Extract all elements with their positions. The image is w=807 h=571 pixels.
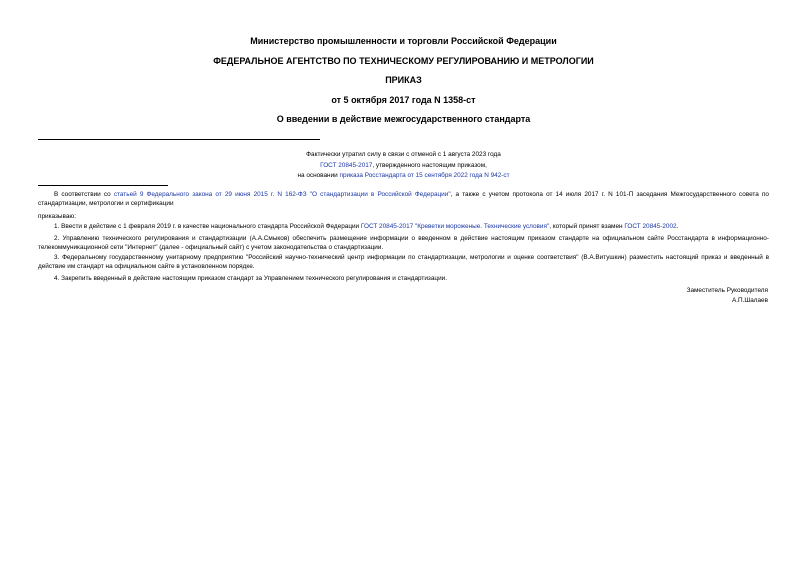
- status-note-line-3: [0, 172, 807, 180]
- note-divider: [38, 185, 168, 186]
- signature-title: Заместитель Руководителя: [686, 287, 768, 294]
- order-item-3: 3. Федеральному государственному унитарному предприятию "Российский научно-технический центр информации по стандартизации, метрологии и оценке соответствия" (В.А.Витушкин) разместить настоящий приказ и введенный в действие им стандарт на официальном сайте в установленном порядке.: [38, 254, 769, 270]
- intro-paragraph: [38, 190, 769, 208]
- gost-20845-2017-title-link[interactable]: ГОСТ 20845-2017 "Креветки мороженые. Технические условия": [360, 223, 550, 230]
- gost-20845-2002-link[interactable]: ГОСТ 20845-2002: [624, 223, 677, 230]
- status-note-text: , утвержденного настоящим приказом,: [372, 162, 487, 169]
- gost-20845-2017-link[interactable]: ГОСТ 20845-2017: [320, 162, 373, 169]
- ministry-name: Министерство промышленности и торговли Российской Федерации: [250, 36, 557, 46]
- federal-law-162-link[interactable]: статьей 9 Федерального закона от 29 июня 2015 г. N 162-ФЗ "О стандартизации в Российской Федерации": [113, 191, 451, 198]
- intro-text: В соответствии со: [54, 191, 114, 198]
- rosstandart-order-942-link[interactable]: приказа Росстандарта от 15 сентября 2022 года N 942-ст: [339, 172, 510, 179]
- order-item-2: 2. Управлению технического регулирования и стандартизации (А.А.Смыков) обеспечить размещение информации о введенном в действие настоящим приказом стандарте на официальном сайте Росстандарта в информационно-телекоммуникационной сети "Интернет" (далее - официальный сайт) с учетом законодательства о стандартизации.: [38, 235, 769, 251]
- status-note-line-2: [0, 162, 807, 170]
- document-date-number: от 5 октября 2017 года N 1358-ст: [331, 95, 476, 105]
- agency-name: ФЕДЕРАЛЬНОЕ АГЕНТСТВО ПО ТЕХНИЧЕСКОМУ РЕГУЛИРОВАНИЮ И МЕТРОЛОГИИ: [213, 56, 594, 66]
- header-divider: [38, 139, 320, 140]
- status-note-text: Фактически утратил силу в связи с отменой с 1 августа 2023 года: [306, 151, 501, 158]
- signature-name: А.П.Шалаев: [731, 297, 768, 304]
- document-subject: О введении в действие межгосударственного стандарта: [276, 114, 531, 124]
- order-item-4: 4. Закрепить введенный в действие настоящим приказом стандарт за Управлением технического регулирования и стандартизации.: [54, 275, 447, 282]
- status-note-line-1: [0, 151, 807, 159]
- document-type: ПРИКАЗ: [385, 75, 422, 85]
- order-item-1: [38, 222, 769, 231]
- intro-text: , а также с учетом протокола от 14 июля 2017 г. N 101-П заседания Межгосударственного совета по стандартизации, метрологии и сертификации: [38, 191, 769, 207]
- item-text: .: [676, 223, 679, 230]
- item-text: , который принят взамен: [549, 223, 625, 230]
- status-note-text: на основании: [297, 172, 340, 179]
- item-text: 1. Ввести в действие с 1 февраля 2019 г. в качестве национального стандарта Российской Федерации: [54, 223, 361, 230]
- order-word: приказываю:: [38, 213, 76, 220]
